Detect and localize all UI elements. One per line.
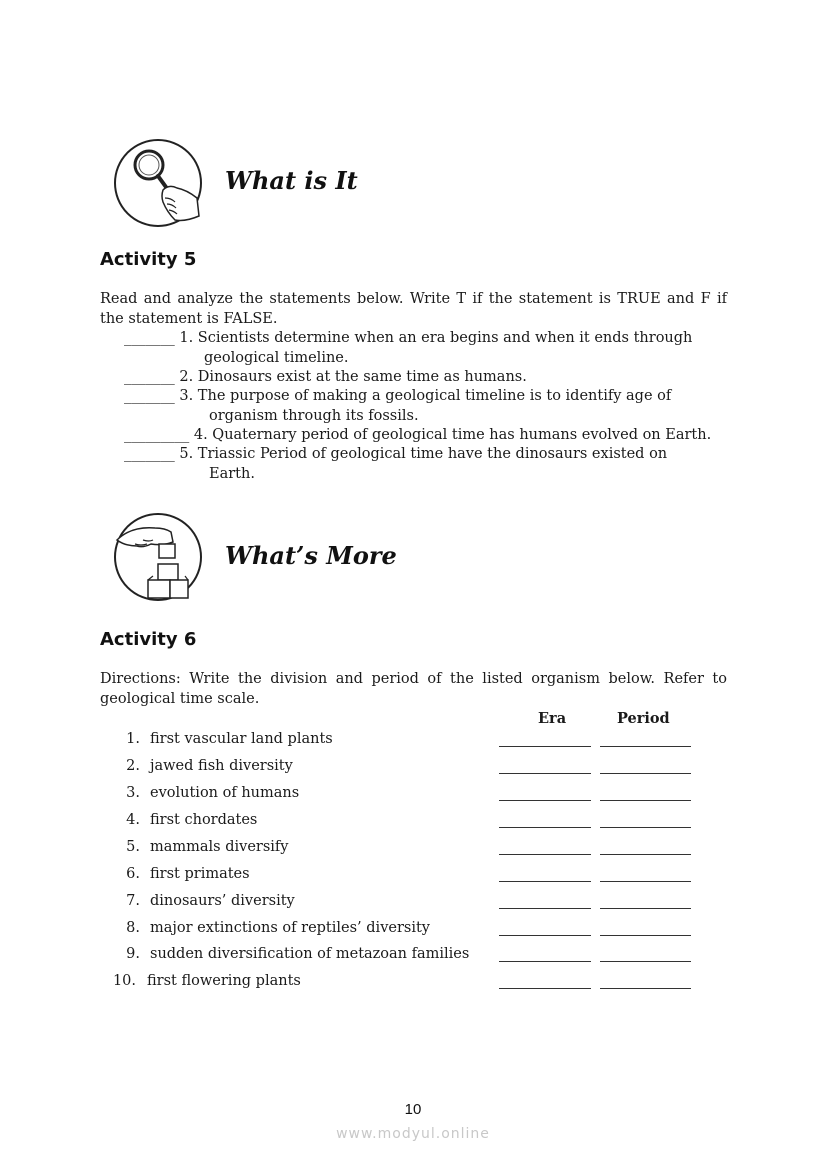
list-item [100,729,700,751]
era-answer-blank [499,827,591,828]
answer-blank: _________ [124,427,190,443]
period-answer-blank [600,746,691,747]
statement-text: 3. The purpose of making a geological timeline is to identify age of [174,388,672,404]
list-item [100,810,700,832]
period-answer-blank [600,881,691,882]
statement-text: 1. Scientists determine when an era begins and when it ends through [174,330,693,346]
period-answer-blank [600,854,691,855]
organism-text: first flowering plants [147,973,301,989]
statement-continuation: geological timeline. [204,349,349,366]
era-answer-blank [499,908,591,909]
section-title-what-is-it: What is It [225,166,358,195]
organism-text: jawed fish diversity [150,758,293,774]
item-number: 8. [126,920,140,936]
statement-text: 4. Quaternary period of geological time has humans evolved on Earth. [189,427,712,443]
column-header-era: Era [538,710,567,727]
answer-blank: _______ [124,330,175,346]
item-number: 10. [112,973,136,989]
list-item [100,837,700,859]
statement-text: 2. Dinosaurs exist at the same time as humans. [174,369,527,385]
section-title-whats-more: What’s More [225,541,397,570]
column-header-period: Period [617,710,670,727]
period-answer-blank [600,935,691,936]
organism-text: first vascular land plants [150,731,333,747]
statement-item [124,368,527,388]
statement-item [124,445,667,484]
item-number: 6. [126,866,140,882]
answer-blank: _______ [124,388,175,404]
list-item [100,944,700,966]
magnifying-glass-icon [113,138,203,228]
period-answer-blank [600,773,691,774]
item-number: 4. [126,812,140,828]
activity-5-instructions: Read and analyze the statements below. Write T if the statement is TRUE and F if the statement is FALSE. [100,291,727,327]
era-answer-blank [499,746,591,747]
answer-blank: _______ [124,446,175,462]
era-answer-blank [499,773,591,774]
stacking-blocks-icon [113,512,203,602]
organism-text: major extinctions of reptiles’ diversity [150,920,430,936]
list-item [100,783,700,805]
statement-continuation: Earth. [209,465,255,482]
watermark: www.modyul.online [336,1126,490,1142]
organism-text: first primates [150,866,250,882]
organism-text: sudden diversification of metazoan families [150,946,470,962]
period-answer-blank [600,800,691,801]
era-answer-blank [499,800,591,801]
list-item [100,756,700,778]
organism-text: first chordates [150,812,258,828]
item-number: 2. [126,758,140,774]
activity-6-title: Activity 6 [100,629,197,650]
period-answer-blank [600,961,691,962]
statement-item [124,426,711,446]
item-number: 5. [126,839,140,855]
item-number: 3. [126,785,140,801]
answer-blank: _______ [124,369,175,385]
activity-6-directions: Directions: Write the division and period of the listed organism below. Refer to geological time scale. [100,671,727,707]
period-answer-blank [600,908,691,909]
era-answer-blank [499,961,591,962]
page-number: 10 [404,1101,422,1118]
item-number: 9. [126,946,140,962]
era-answer-blank [499,881,591,882]
era-answer-blank [499,935,591,936]
statement-item [124,387,671,426]
period-answer-blank [600,827,691,828]
organism-text: dinosaurs’ diversity [150,893,295,909]
organism-text: evolution of humans [150,785,300,801]
activity-5-title: Activity 5 [100,249,197,270]
item-number: 7. [126,893,140,909]
era-answer-blank [499,854,591,855]
list-item [100,891,700,913]
era-answer-blank [499,988,591,989]
statement-continuation: organism through its fossils. [209,407,419,424]
list-item [100,918,700,940]
organism-text: mammals diversify [150,839,289,855]
statement-text: 5. Triassic Period of geological time have the dinosaurs existed on [174,446,668,462]
item-number: 1. [126,731,140,747]
list-item [100,971,700,993]
list-item [100,864,700,886]
period-answer-blank [600,988,691,989]
statement-item [124,329,692,368]
